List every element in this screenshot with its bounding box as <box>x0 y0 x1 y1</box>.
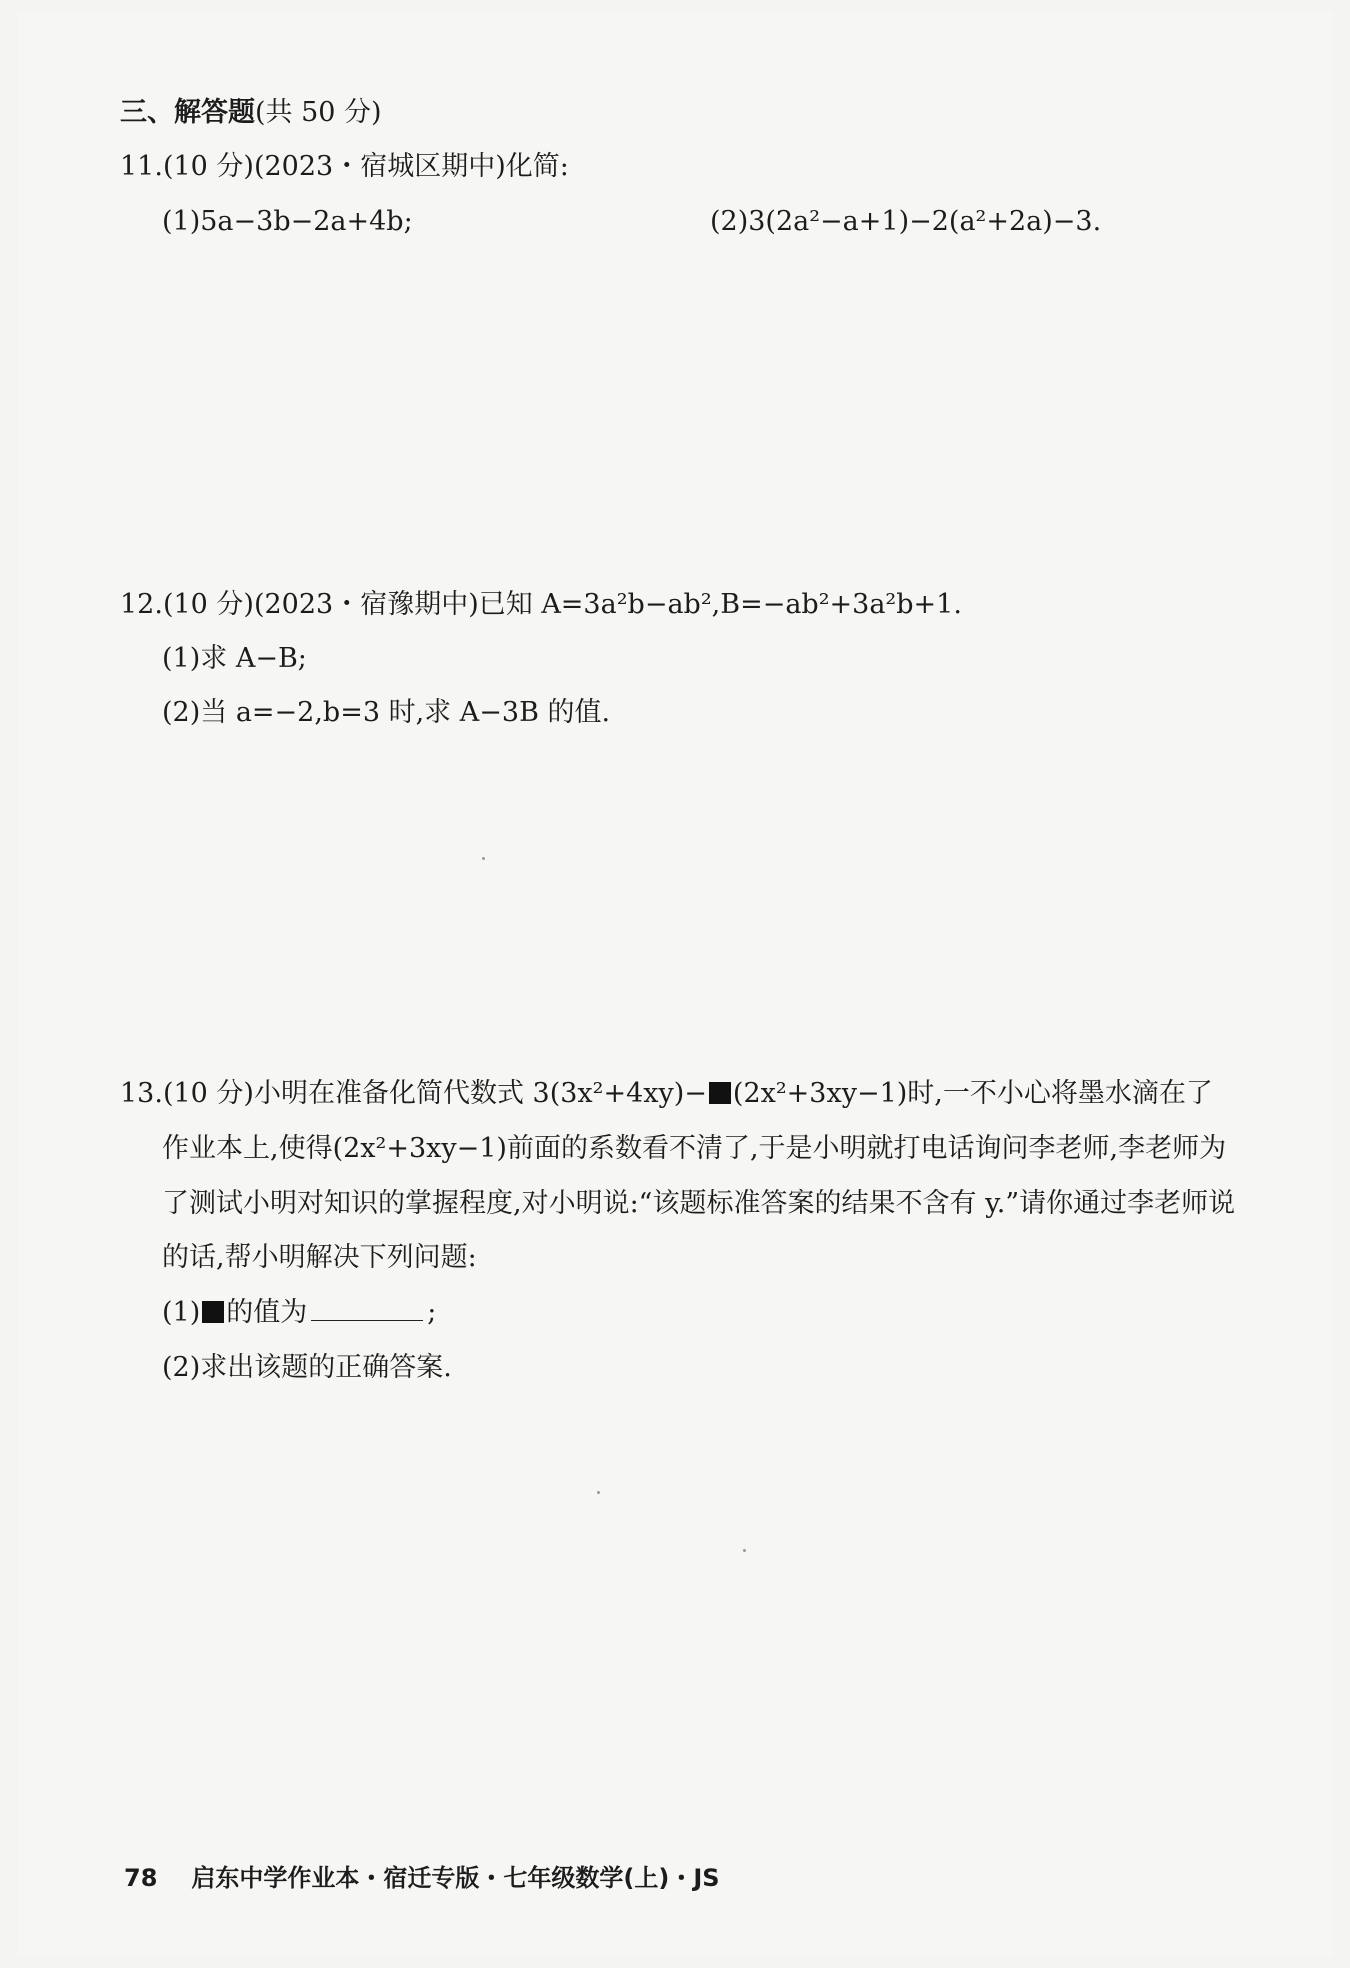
scan-speck <box>482 857 485 860</box>
scan-speck <box>743 1549 746 1552</box>
q11-part2-expression: 3(2a²−a+1)−2(a²+2a)−3. <box>748 206 1102 237</box>
q13-line1 <box>120 1077 1213 1111</box>
q13-line1-end: (2x²+3xy−1)时,一不小心将墨水滴在了 <box>732 1078 1213 1109</box>
ink-blot-icon <box>202 1301 224 1323</box>
q13-part1 <box>162 1296 436 1330</box>
q11-stem: 11.(10 分)(2023・宿城区期中)化简: <box>120 151 569 182</box>
scan-speck <box>597 1491 600 1494</box>
book-title: 启东中学作业本・宿迁专版・七年级数学(上)・JS <box>191 1864 720 1892</box>
q11-part1-expression: 5a−3b−2a+4b; <box>200 206 413 237</box>
q13-part2: (2)求出该题的正确答案. <box>162 1352 452 1383</box>
q12-part1: (1)求 A−B; <box>162 643 307 674</box>
q11-part2 <box>710 205 1101 239</box>
q11-part2-label: (2) <box>710 206 749 237</box>
section-title: 三、解答题 <box>120 97 255 128</box>
answer-blank[interactable] <box>311 1296 423 1321</box>
page-number: 78 <box>124 1864 158 1892</box>
q13-line2: 作业本上,使得(2x²+3xy−1)前面的系数看不清了,于是小明就打电话询问李老师,李老师为 <box>162 1133 1227 1164</box>
q13-part1-text: 的值为 <box>226 1297 308 1328</box>
q13-part1-end: ; <box>427 1297 437 1328</box>
section-heading <box>120 96 382 130</box>
q11-part1-label: (1) <box>162 206 201 237</box>
q13-line4: 的话,帮小明解决下列问题: <box>162 1242 477 1273</box>
q12-part2: (2)当 a=−2,b=3 时,求 A−3B 的值. <box>162 697 611 728</box>
q12-stem-prefix: 12.(10 分)(2023・宿豫期中)已知 <box>120 589 542 620</box>
q13-line3: 了测试小明对知识的掌握程度,对小明说:“该题标准答案的结果不含有 y.”请你通过李老师说 <box>162 1188 1236 1219</box>
page-footer <box>124 1858 720 1893</box>
q13-line1-start: 13.(10 分)小明在准备化简代数式 3(3x²+4xy)− <box>120 1078 707 1109</box>
q13-part1-label: (1) <box>162 1297 201 1328</box>
worksheet-page <box>18 12 1332 1956</box>
q12-stem <box>120 588 962 622</box>
q11-part1 <box>162 205 413 239</box>
ink-blot-icon <box>709 1082 731 1104</box>
section-score: (共 50 分) <box>255 97 382 128</box>
q12-stem-expression: A=3a²b−ab²,B=−ab²+3a²b+1. <box>541 589 962 620</box>
